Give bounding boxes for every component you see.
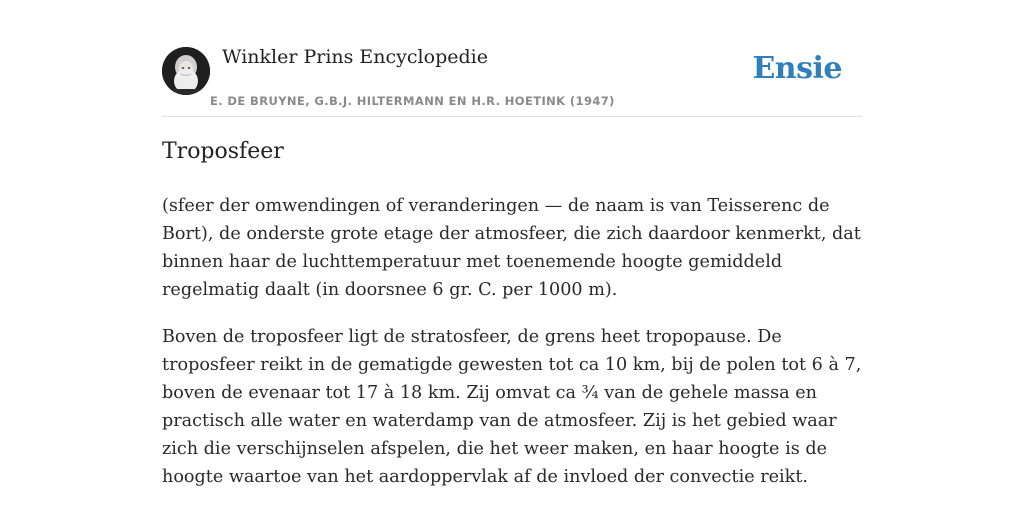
- author-avatar[interactable]: [162, 47, 210, 95]
- source-title[interactable]: Winkler Prins Encyclopedie: [222, 46, 488, 68]
- article-paragraph: Boven de troposfeer ligt de stratosfeer, de grens heet tropopause. De troposfeer reikt in de gematigde gewesten tot ca 10 km, bij de polen tot 6 à 7, boven de evenaar tot 17 à 18 km. Zij omvat ca ¾ van de gehele massa en practisch alle water en waterdamp van de atmosfeer. Zij is het gebied waar zich die verschijnselen afspelen, die het weer maken, en haar hoogte is de hoogte waartoe van het aardoppervlak af de invloed der convectie reikt.: [162, 327, 862, 487]
- article-title: Troposfeer: [162, 139, 284, 164]
- source-authors: E. DE BRUYNE, G.B.J. HILTERMANN EN H.R. HOETINK (1947): [210, 94, 615, 108]
- bottom-fade: [0, 498, 1024, 512]
- article-paragraph: (sfeer der omwendingen of veranderingen — de naam is van Teisserenc de Bort), de onderste grote etage der atmosfeer, die zich daardoor kenmerkt, dat binnen haar de luchttemperatuur met toenemende hoogte gemiddeld regelmatig daalt (in doorsnee 6 gr. C. per 1000 m).: [162, 196, 861, 300]
- article-body: [162, 192, 862, 510]
- author-portrait-icon: [162, 47, 210, 95]
- source-header: [162, 40, 862, 117]
- ensie-logo-link[interactable]: Ensie: [752, 51, 842, 86]
